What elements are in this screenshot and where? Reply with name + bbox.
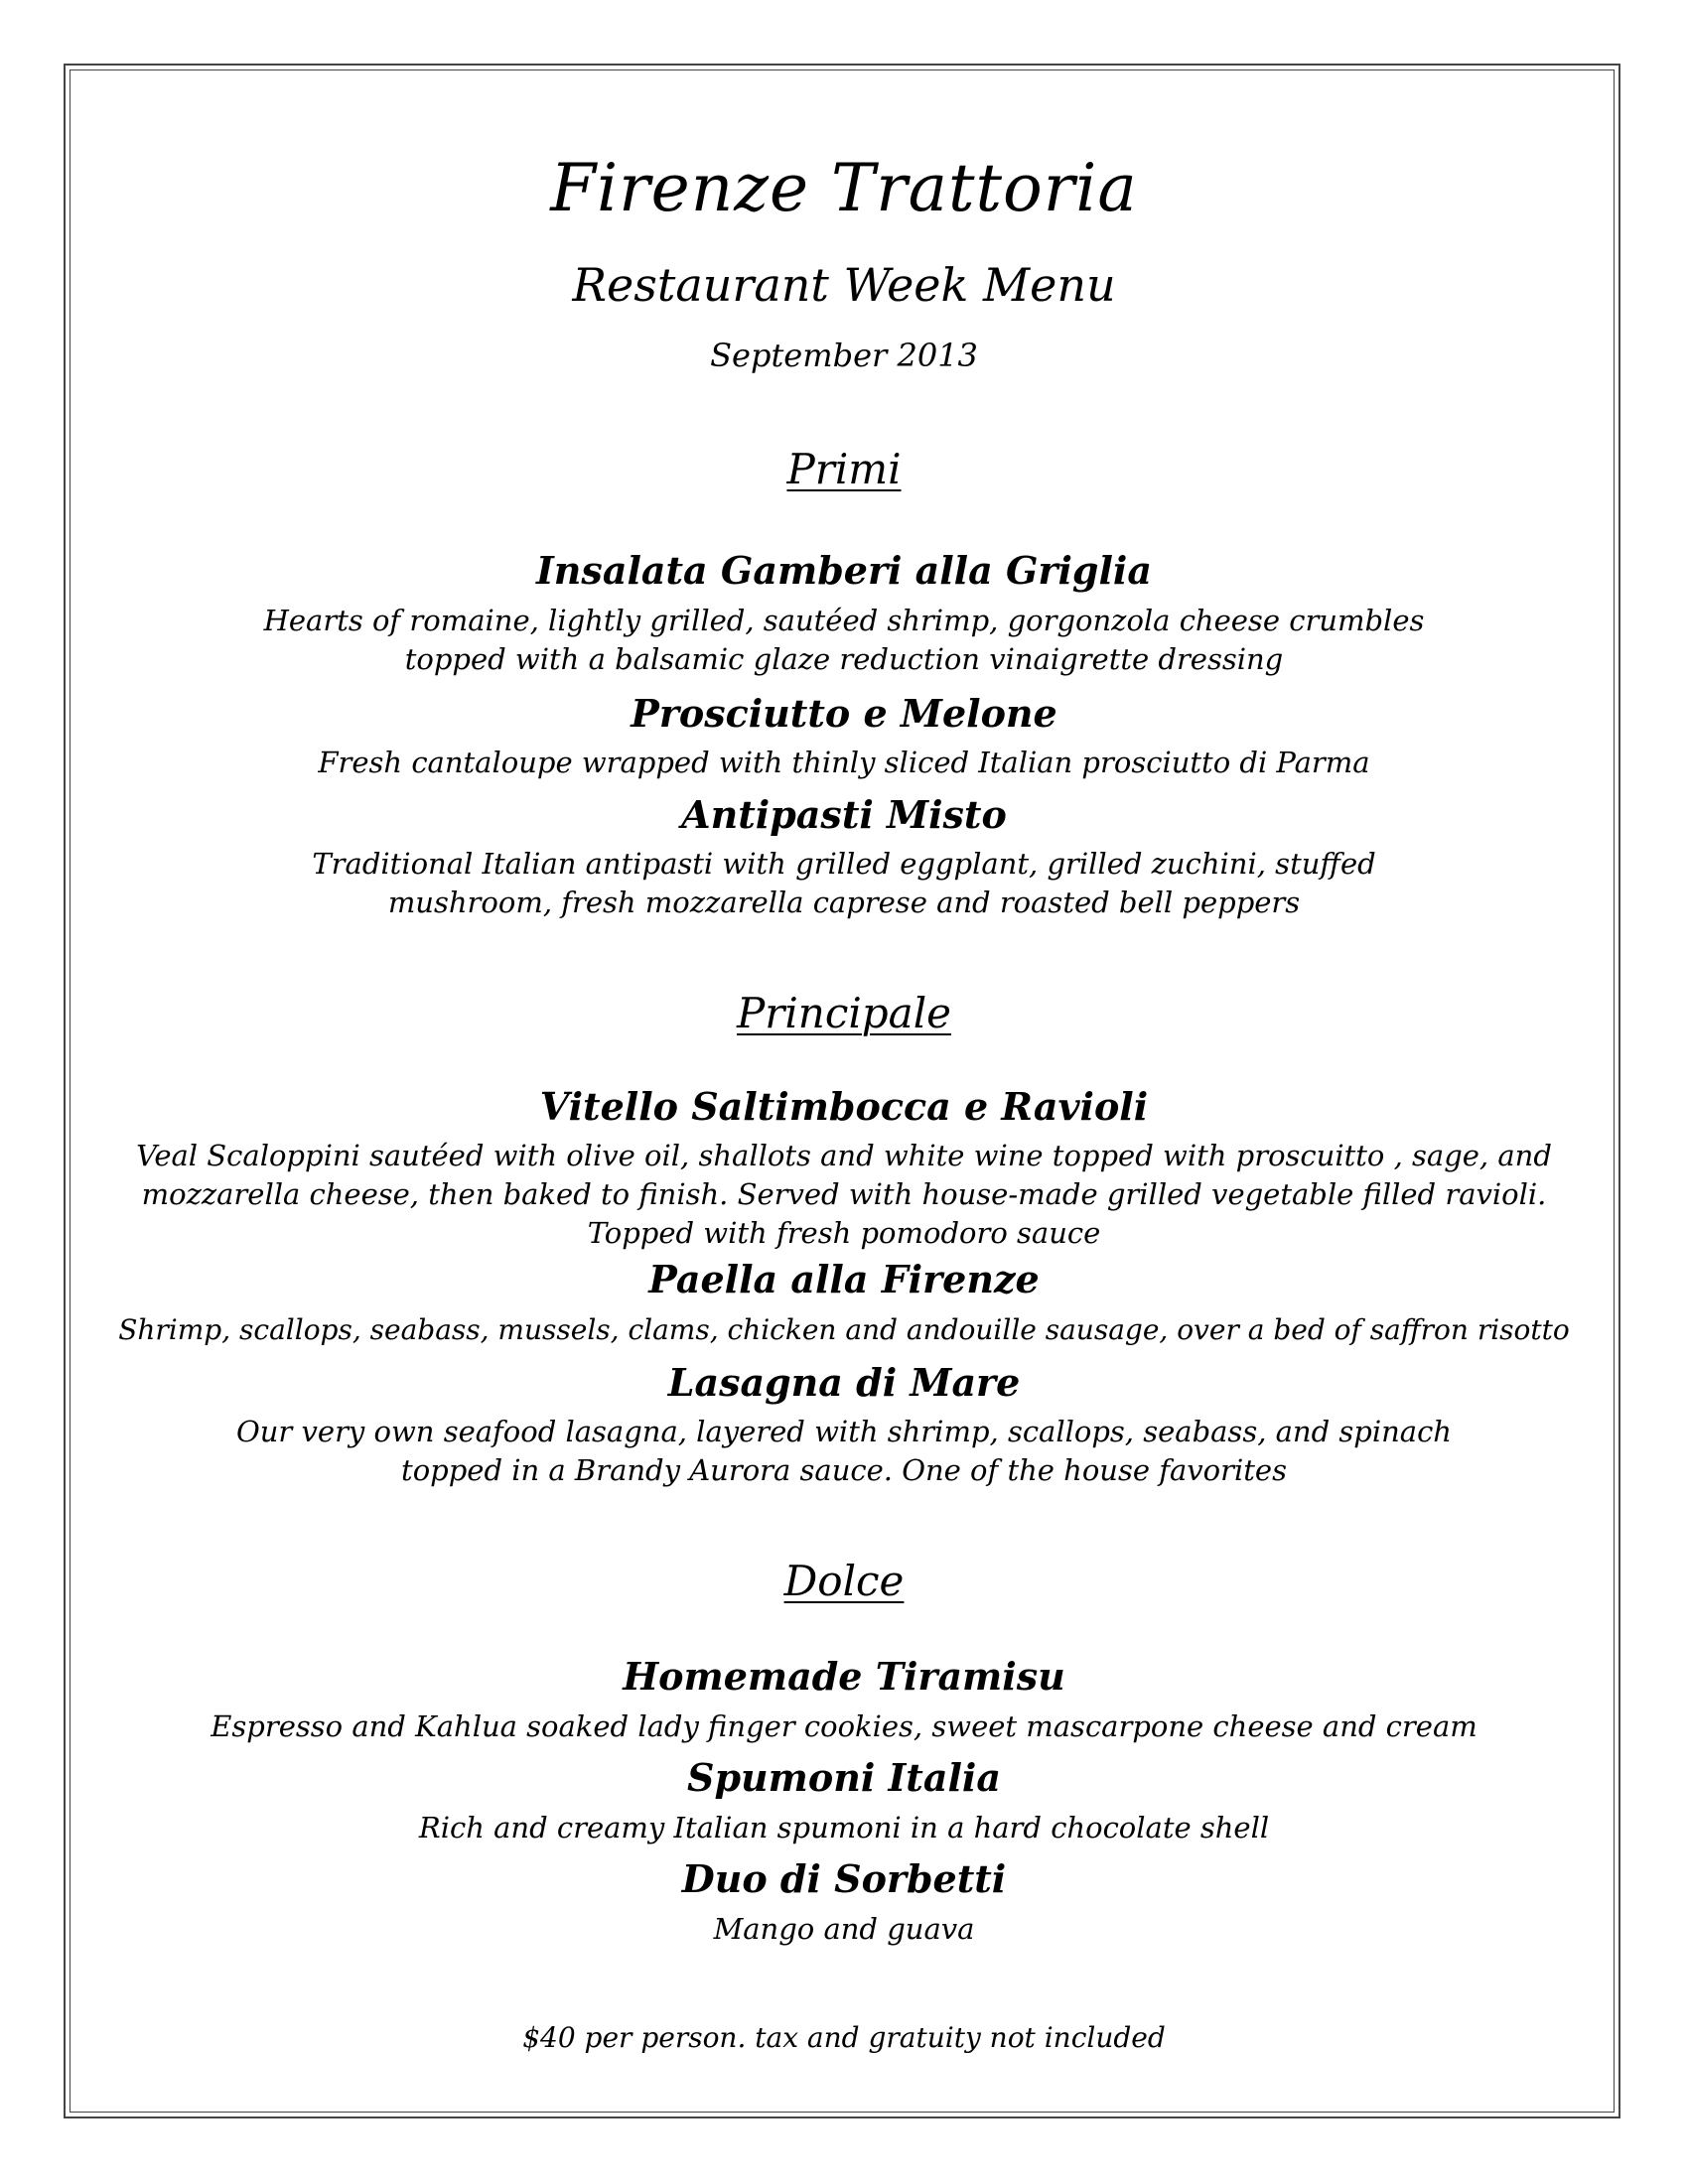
- restaurant-title: Firenze Trattoria: [550, 150, 1138, 226]
- dish-name-vitello: Vitello Saltimbocca e Ravioli: [539, 1084, 1149, 1129]
- dish-desc-lasagna: Our very own seafood lasagna, layered with shrimp, scallops, seabass, and spinach topped in a Brandy Aurora sauce. One of the house favorites: [235, 1415, 1452, 1487]
- section-heading-dolce: Dolce: [783, 1557, 905, 1605]
- dish-desc-paella: Shrimp, scallops, seabass, mussels, clams, chicken and andouille sausage, over a bed of saffron risotto: [118, 1313, 1570, 1346]
- menu-document: [79, 0, 1609, 2184]
- dish-name-prosciutto: Prosciutto e Melone: [631, 691, 1057, 736]
- dish-desc-antipasti: Traditional Italian antipasti with grilled eggplant, grilled zuchini, stuffed mushroom, fresh mozzarella caprese and roasted bell peppers: [312, 847, 1376, 919]
- dish-name-insalata: Insalata Gamberi alla Griglia: [536, 548, 1152, 593]
- dish-desc-prosciutto: Fresh cantaloupe wrapped with thinly sliced Italian prosciutto di Parma: [318, 746, 1370, 779]
- price-note: $40 per person. tax and gratuity not included: [522, 2021, 1166, 2054]
- dish-desc-sorbetti: Mango and guava: [713, 1912, 975, 1946]
- dish-name-antipasti: Antipasti Misto: [681, 792, 1007, 837]
- section-heading-principale: Principale: [737, 989, 951, 1037]
- dish-desc-spumoni: Rich and creamy Italian spumoni in a hard chocolate shell: [418, 1811, 1270, 1844]
- menu-date: September 2013: [710, 337, 978, 374]
- dish-name-spumoni: Spumoni Italia: [687, 1755, 1001, 1800]
- dish-name-sorbetti: Duo di Sorbetti: [681, 1856, 1007, 1901]
- dish-desc-vitello: Veal Scaloppini sautéed with olive oil, shallots and white wine topped with proscuitto , sage, and mozzarella cheese, then baked to finish. Served with house-made grilled vegetable filled ravioli. Topped with fresh pomodoro sauce: [136, 1139, 1552, 1250]
- dish-name-tiramisu: Homemade Tiramisu: [623, 1654, 1065, 1699]
- dish-name-paella: Paella alla Firenze: [648, 1257, 1040, 1301]
- section-heading-primi: Primi: [786, 445, 902, 493]
- dish-desc-insalata: Hearts of romaine, lightly grilled, sautéed shrimp, gorgonzola cheese crumbles topped with a balsamic glaze reduction vinaigrette dressing: [263, 604, 1425, 676]
- dish-desc-tiramisu: Espresso and Kahlua soaked lady finger cookies, sweet mascarpone cheese and cream: [211, 1709, 1477, 1743]
- menu-subtitle: Restaurant Week Menu: [572, 258, 1116, 312]
- dish-name-lasagna: Lasagna di Mare: [667, 1360, 1021, 1405]
